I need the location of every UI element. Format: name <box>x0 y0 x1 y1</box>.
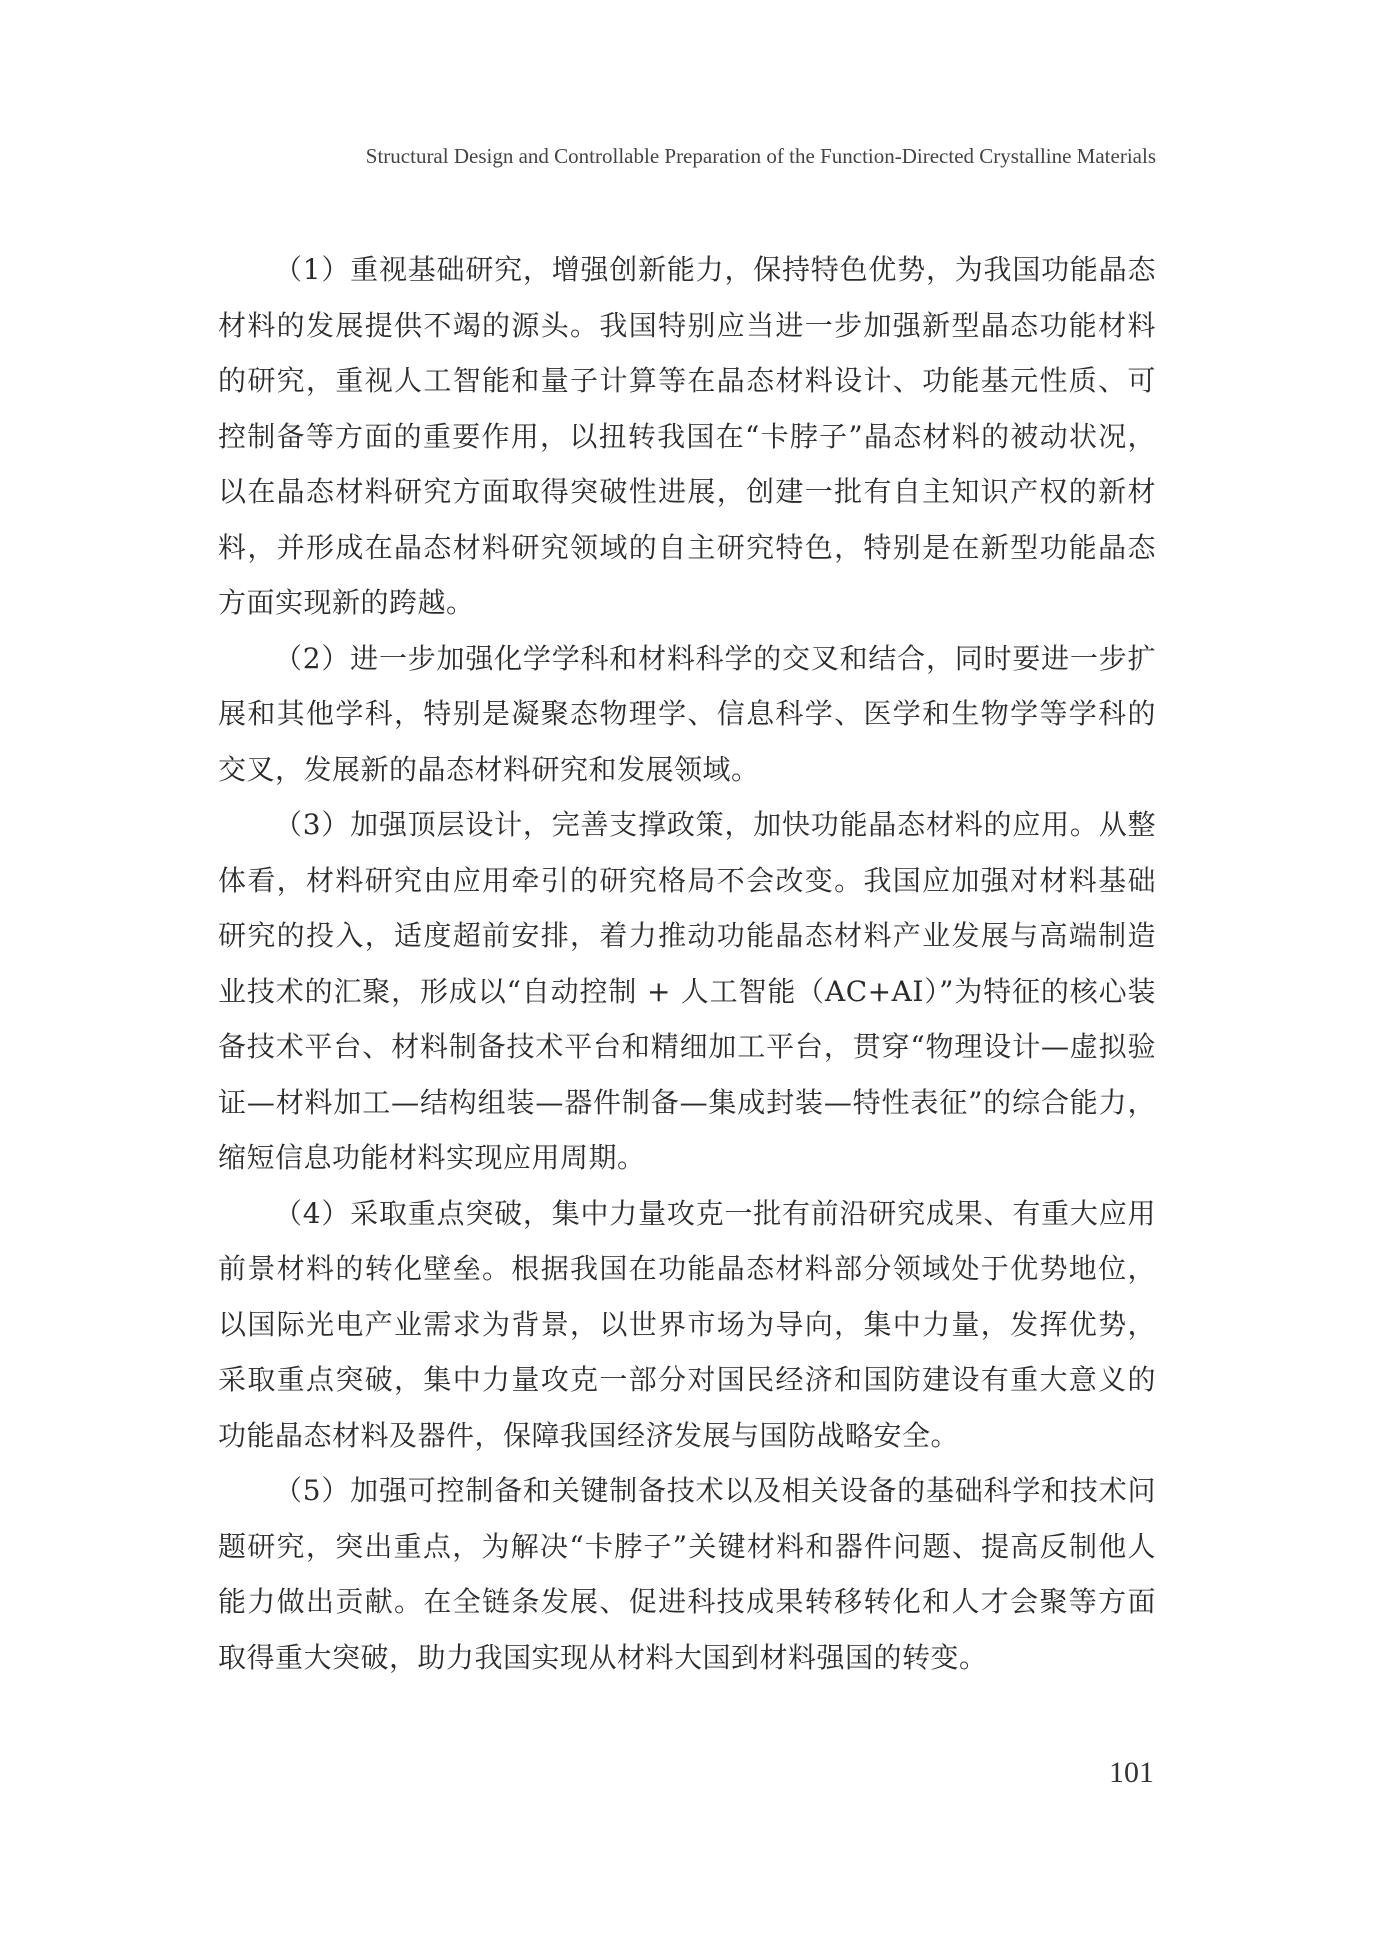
paragraph-2: （2）进一步加强化学学科和材料科学的交叉和结合，同时要进一步扩展和其他学科，特别是凝聚态物理学、信息科学、医学和生物学等学科的交叉，发展新的晶态材料研究和发展领域。 <box>218 641 1156 786</box>
paragraph-1: （1）重视基础研究，增强创新能力，保持特色优势，为我国功能晶态材料的发展提供不竭的源头。我国特别应当进一步加强新型晶态功能材料的研究，重视人工智能和量子计算等在晶态材料设计、功能基元性质、可控制备等方面的重要作用，以扭转我国在“卡脖子”晶态材料的被动状况，以在晶态材料研究方面取得突破性进展，创建一批有自主知识产权的新材料，并形成在晶态材料研究领域的自主研究特色，特别是在新型功能晶态方面实现新的跨越。 <box>218 253 1156 619</box>
body-text <box>218 242 1156 1685</box>
running-header: Structural Design and Controllable Preparation of the Function-Directed Crystalline Materials <box>365 144 1156 168</box>
paragraph-4: （4）采取重点突破，集中力量攻克一批有前沿研究成果、有重大应用前景材料的转化壁垒。根据我国在功能晶态材料部分领域处于优势地位，以国际光电产业需求为背景，以世界市场为导向，集中力量，发挥优势，采取重点突破，集中力量攻克一部分对国民经济和国防建设有重大意义的功能晶态材料及器件，保障我国经济发展与国防战略安全。 <box>218 1196 1156 1452</box>
paragraph-3: （3）加强顶层设计，完善支撑政策，加快功能晶态材料的应用。从整体看，材料研究由应用牵引的研究格局不会改变。我国应加强对材料基础研究的投入，适度超前安排，着力推动功能晶态材料产业发展与高端制造业技术的汇聚，形成以“自动控制 + 人工智能（AC+AI）”为特征的核心装备技术平台、材料制备技术平台和精细加工平台，贯穿“物理设计—虚拟验证—材料加工—结构组装—器件制备—集成封装—特性表征”的综合能力，缩短信息功能材料实现应用周期。 <box>218 808 1156 1174</box>
page-number: 101 <box>1109 1756 1154 1789</box>
paragraph-5: （5）加强可控制备和关键制备技术以及相关设备的基础科学和技术问题研究，突出重点，为解决“卡脖子”关键材料和器件问题、提高反制他人能力做出贡献。在全链条发展、促进科技成果转移转化和人才会聚等方面取得重大突破，助力我国实现从材料大国到材料强国的转变。 <box>218 1474 1156 1674</box>
